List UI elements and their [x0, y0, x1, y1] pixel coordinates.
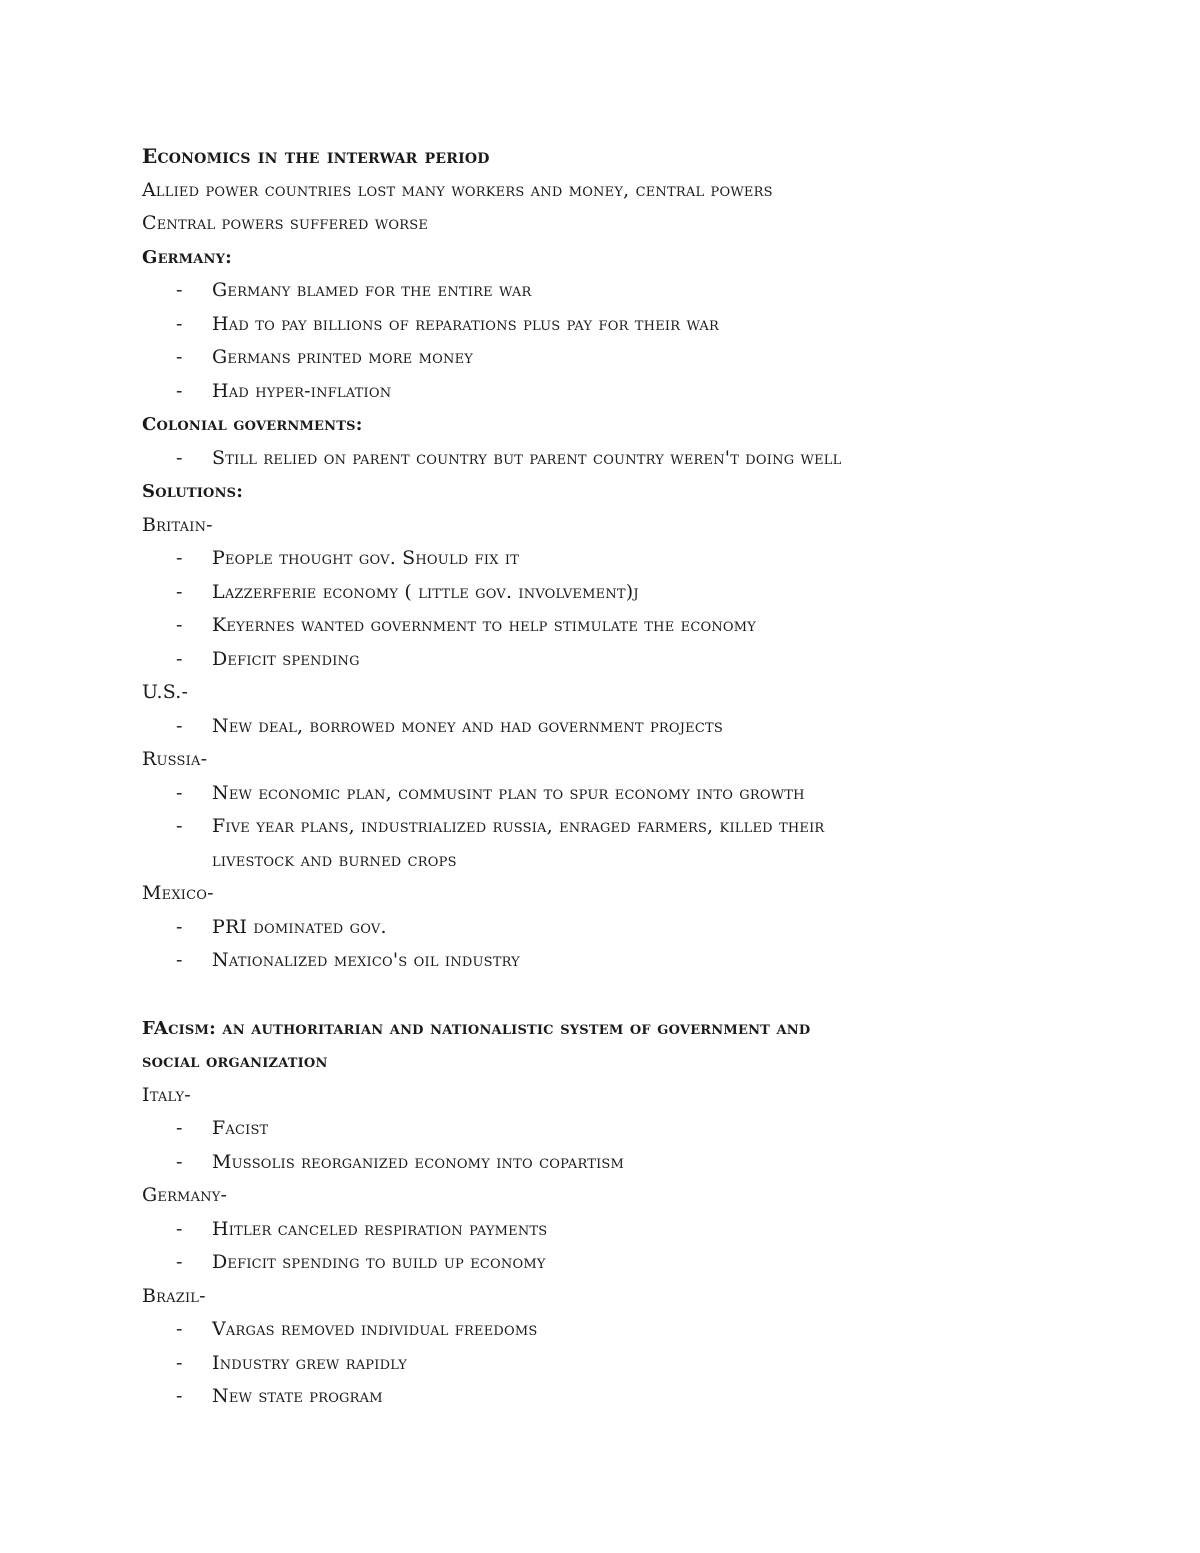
document-title: Economics in the interwar period [142, 144, 490, 168]
bullet-marker: - [176, 1150, 183, 1173]
bullet-marker: - [176, 714, 183, 737]
list-item-continuation: livestock and burned crops [212, 848, 457, 871]
bullet-marker: - [176, 915, 183, 938]
section-heading-colonial: Colonial governments: [142, 414, 363, 435]
list-item [142, 911, 1062, 945]
list-item-text: Mussolis reorganized economy into copartism [212, 1150, 625, 1173]
list-item [142, 341, 1062, 375]
list-item [142, 810, 1062, 844]
bullet-marker: - [176, 1351, 183, 1374]
bullet-marker: - [176, 781, 183, 804]
list-item [142, 1146, 1062, 1180]
list-item-text: Deficit spending to build up economy [212, 1251, 546, 1273]
list-item [142, 710, 1062, 744]
list-item [142, 609, 1062, 643]
list-item-text: Vargas removed individual freedoms [212, 1318, 538, 1340]
list-item-text: New deal, borrowed money and had government projects [212, 714, 723, 737]
bullet-marker: - [176, 647, 183, 670]
bullet-marker: - [176, 1318, 183, 1340]
intro-line: Central powers suffered worse [142, 212, 429, 234]
list-item [142, 542, 1062, 576]
list-item [142, 1246, 1062, 1280]
list-item [142, 1380, 1062, 1414]
list-item [142, 1112, 1062, 1146]
list-item [142, 777, 1062, 811]
list-item [142, 442, 1062, 476]
list-item [142, 944, 1062, 978]
list-item-text: Deficit spending [212, 647, 360, 670]
bullet-marker: - [176, 1217, 183, 1240]
section-heading-fascism: FAcism: an authoritarian and nationalistic system of government and [142, 1017, 811, 1039]
bullet-marker: - [176, 279, 183, 301]
country-label-us: U.S.- [142, 681, 189, 703]
list-item [142, 643, 1062, 677]
list-item [142, 1347, 1062, 1381]
list-item-text: Germans printed more money [212, 346, 474, 368]
section-heading-germany: Germany: [142, 246, 232, 268]
list-item-text: Lazzerferie economy ( little gov. involvement)j [212, 580, 639, 603]
section-heading-fascism-cont: social organization [142, 1051, 328, 1072]
bullet-marker: - [176, 1117, 183, 1139]
list-item-text: Had to pay billions of reparations plus pay for their war [212, 312, 719, 335]
bullet-marker: - [176, 614, 183, 636]
section-heading-solutions: Solutions: [142, 481, 244, 502]
bullet-marker: - [176, 547, 183, 569]
list-item-text: Keyernes wanted government to help stimulate the economy [212, 614, 757, 636]
country-label-russia: Russia- [142, 748, 208, 770]
list-item-text: Still relied on parent country but parent country weren't doing well [212, 446, 842, 469]
document-page [142, 140, 1062, 1414]
list-item-text: New state program [212, 1385, 383, 1407]
bullet-marker: - [176, 815, 183, 837]
list-item [142, 375, 1062, 409]
intro-line: Allied power countries lost many workers and money, central powers [142, 178, 773, 201]
list-item-text: Facist [212, 1117, 269, 1139]
country-label-mexico: Mexico- [142, 882, 214, 904]
bullet-marker: - [176, 580, 183, 603]
list-item-text: Five year plans, industrialized russia, enraged farmers, killed their [212, 815, 825, 837]
bullet-marker: - [176, 446, 183, 469]
list-item-text: PRI dominated gov. [212, 915, 387, 938]
country-label-germany: Germany- [142, 1184, 228, 1206]
bullet-marker: - [176, 312, 183, 335]
list-item-text: Hitler canceled respiration payments [212, 1217, 548, 1240]
bullet-marker: - [176, 1385, 183, 1407]
list-item-text: Had hyper-inflation [212, 379, 392, 402]
list-item [142, 576, 1062, 610]
list-item-text: New economic plan, commusint plan to spur economy into growth [212, 781, 805, 804]
country-label-brazil: Brazil- [142, 1284, 206, 1307]
list-item [142, 1213, 1062, 1247]
bullet-marker: - [176, 379, 183, 402]
list-item-text: Industry grew rapidly [212, 1351, 407, 1374]
bullet-marker: - [176, 949, 183, 971]
list-item [142, 1313, 1062, 1347]
list-item-text: Nationalized mexico's oil industry [212, 949, 520, 971]
country-label-italy: Italy- [142, 1083, 191, 1106]
bullet-marker: - [176, 346, 183, 368]
list-item [142, 308, 1062, 342]
section-spacer [142, 978, 1062, 1012]
list-item [142, 274, 1062, 308]
list-item-text: Germany blamed for the entire war [212, 279, 532, 301]
bullet-marker: - [176, 1251, 183, 1273]
country-label-britain: Britain- [142, 513, 213, 536]
list-item-text: People thought gov. Should fix it [212, 547, 520, 569]
